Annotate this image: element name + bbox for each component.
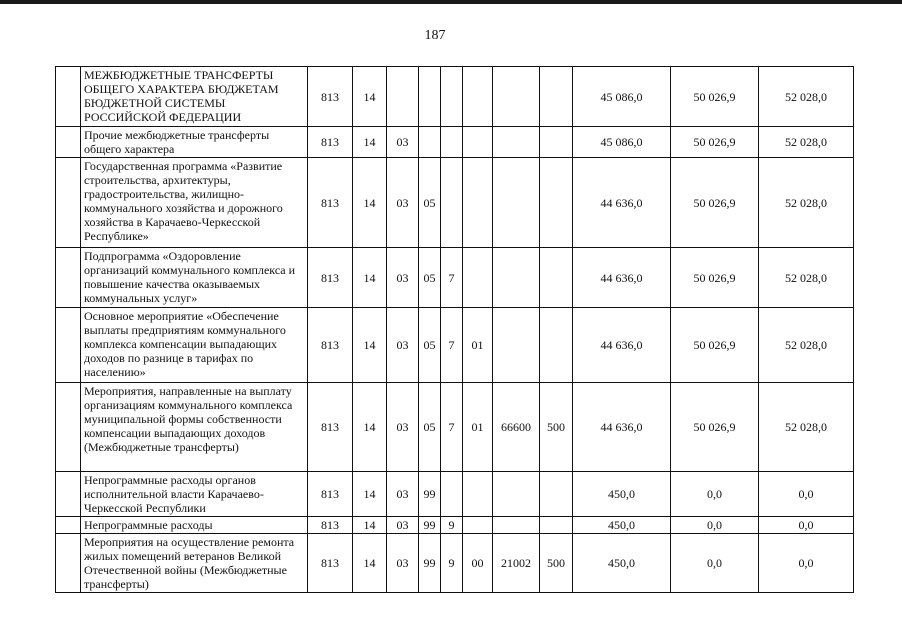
section-code: 14 (353, 127, 387, 158)
table-row (56, 248, 854, 308)
sum-year-1: 450,0 (573, 472, 671, 517)
sum-year-2: 0,0 (671, 472, 759, 517)
ministry-code: 813 (308, 383, 353, 472)
program-code: 05 (419, 383, 441, 472)
direction-code: 66600 (493, 383, 540, 472)
direction-code (493, 158, 540, 248)
ministry-code: 813 (308, 67, 353, 127)
page-number: 187 (424, 28, 446, 43)
event-code: 00 (463, 534, 493, 593)
expense-type-code (540, 308, 573, 383)
row-marker-cell (56, 517, 81, 534)
section-code: 14 (353, 248, 387, 308)
sum-year-1: 44 636,0 (573, 158, 671, 248)
sum-year-3: 52 028,0 (759, 127, 854, 158)
subsection-code: 03 (387, 248, 419, 308)
subprogram-code: 9 (441, 517, 463, 534)
expense-type-code (540, 517, 573, 534)
sum-year-2: 0,0 (671, 534, 759, 593)
subprogram-code: 7 (441, 308, 463, 383)
sum-year-2: 50 026,9 (671, 308, 759, 383)
program-code (419, 67, 441, 127)
program-code: 05 (419, 308, 441, 383)
sum-year-3: 0,0 (759, 472, 854, 517)
sum-year-3: 52 028,0 (759, 248, 854, 308)
direction-code (493, 67, 540, 127)
expense-type-code (540, 158, 573, 248)
expense-type-code: 500 (540, 534, 573, 593)
sum-year-2: 50 026,9 (671, 383, 759, 472)
row-name: Прочие межбюджетные трансферты общего характера (81, 127, 308, 158)
sum-year-1: 45 086,0 (573, 127, 671, 158)
event-code (463, 517, 493, 534)
direction-code (493, 127, 540, 158)
program-code: 99 (419, 534, 441, 593)
sum-year-1: 45 086,0 (573, 67, 671, 127)
event-code (463, 67, 493, 127)
row-name: Мероприятия, направленные на выплату организациям коммунального комплекса муниципальной формы собственности компенсации выпадающих доходов (Межбюджетные трансферты) (81, 383, 308, 472)
program-code: 99 (419, 517, 441, 534)
section-code: 14 (353, 158, 387, 248)
row-name: Непрограммные расходы органов исполнительной власти Карачаево-Черкесской Республики (81, 472, 308, 517)
direction-code (493, 517, 540, 534)
sum-year-3: 0,0 (759, 517, 854, 534)
expense-type-code (540, 472, 573, 517)
row-name: Государственная программа «Развитие строительства, архитектуры, градостроительства, жилищно-коммунального хозяйства и дорожного хозяйства в Карачаево-Черкесской Республике» (81, 158, 308, 248)
event-code: 01 (463, 308, 493, 383)
direction-code (493, 248, 540, 308)
ministry-code: 813 (308, 472, 353, 517)
table-row (56, 67, 854, 127)
program-code (419, 127, 441, 158)
subsection-code: 03 (387, 534, 419, 593)
row-marker-cell (56, 127, 81, 158)
table-row (56, 534, 854, 593)
program-code: 99 (419, 472, 441, 517)
event-code: 01 (463, 383, 493, 472)
subsection-code: 03 (387, 472, 419, 517)
sum-year-3: 0,0 (759, 534, 854, 593)
table-row (56, 472, 854, 517)
expense-type-code (540, 248, 573, 308)
direction-code (493, 472, 540, 517)
row-marker-cell (56, 383, 81, 472)
row-name: МЕЖБЮДЖЕТНЫЕ ТРАНСФЕРТЫ ОБЩЕГО ХАРАКТЕРА БЮДЖЕТАМ БЮДЖЕТНОЙ СИСТЕМЫ РОССИЙСКОЙ ФЕДЕРАЦИИ (81, 67, 308, 127)
section-code: 14 (353, 383, 387, 472)
sum-year-1: 44 636,0 (573, 308, 671, 383)
sum-year-2: 0,0 (671, 517, 759, 534)
table-row (56, 517, 854, 534)
row-marker-cell (56, 308, 81, 383)
section-code: 14 (353, 472, 387, 517)
subprogram-code (441, 127, 463, 158)
sum-year-2: 50 026,9 (671, 158, 759, 248)
table-row (56, 158, 854, 248)
top-border-line (0, 0, 902, 4)
sum-year-1: 450,0 (573, 534, 671, 593)
section-code: 14 (353, 308, 387, 383)
subsection-code (387, 67, 419, 127)
row-name: Непрограммные расходы (81, 517, 308, 534)
row-name: Основное мероприятие «Обеспечение выплаты предприятиям коммунального комплекса компенсации выпадающих доходов по разнице в тарифах по населению» (81, 308, 308, 383)
event-code (463, 158, 493, 248)
budget-table (55, 66, 854, 593)
event-code (463, 248, 493, 308)
subprogram-code (441, 158, 463, 248)
ministry-code: 813 (308, 158, 353, 248)
expense-type-code: 500 (540, 383, 573, 472)
expense-type-code (540, 67, 573, 127)
subsection-code: 03 (387, 308, 419, 383)
expense-type-code (540, 127, 573, 158)
subprogram-code (441, 472, 463, 517)
direction-code (493, 308, 540, 383)
ministry-code: 813 (308, 308, 353, 383)
subprogram-code: 7 (441, 248, 463, 308)
program-code: 05 (419, 158, 441, 248)
subsection-code: 03 (387, 158, 419, 248)
sum-year-3: 52 028,0 (759, 383, 854, 472)
event-code (463, 127, 493, 158)
sum-year-1: 44 636,0 (573, 383, 671, 472)
subsection-code: 03 (387, 127, 419, 158)
row-marker-cell (56, 534, 81, 593)
sum-year-3: 52 028,0 (759, 67, 854, 127)
subprogram-code: 9 (441, 534, 463, 593)
sum-year-2: 50 026,9 (671, 127, 759, 158)
row-marker-cell (56, 248, 81, 308)
subprogram-code (441, 67, 463, 127)
row-marker-cell (56, 158, 81, 248)
table-row (56, 383, 854, 472)
section-code: 14 (353, 67, 387, 127)
ministry-code: 813 (308, 534, 353, 593)
subsection-code: 03 (387, 517, 419, 534)
row-name: Подпрограмма «Оздоровление организаций коммунального комплекса и повышение качества оказываемых коммунальных услуг» (81, 248, 308, 308)
ministry-code: 813 (308, 517, 353, 534)
row-name: Мероприятия на осуществление ремонта жилых помещений ветеранов Великой Отечественной войны (Межбюджетные трансферты) (81, 534, 308, 593)
sum-year-2: 50 026,9 (671, 67, 759, 127)
table-row (56, 127, 854, 158)
ministry-code: 813 (308, 248, 353, 308)
sum-year-1: 44 636,0 (573, 248, 671, 308)
sum-year-3: 52 028,0 (759, 158, 854, 248)
row-marker-cell (56, 67, 81, 127)
event-code (463, 472, 493, 517)
subprogram-code: 7 (441, 383, 463, 472)
program-code: 05 (419, 248, 441, 308)
section-code: 14 (353, 517, 387, 534)
direction-code: 21002 (493, 534, 540, 593)
ministry-code: 813 (308, 127, 353, 158)
subsection-code: 03 (387, 383, 419, 472)
sum-year-2: 50 026,9 (671, 248, 759, 308)
sum-year-3: 52 028,0 (759, 308, 854, 383)
sum-year-1: 450,0 (573, 517, 671, 534)
table-row (56, 308, 854, 383)
section-code: 14 (353, 534, 387, 593)
row-marker-cell (56, 472, 81, 517)
